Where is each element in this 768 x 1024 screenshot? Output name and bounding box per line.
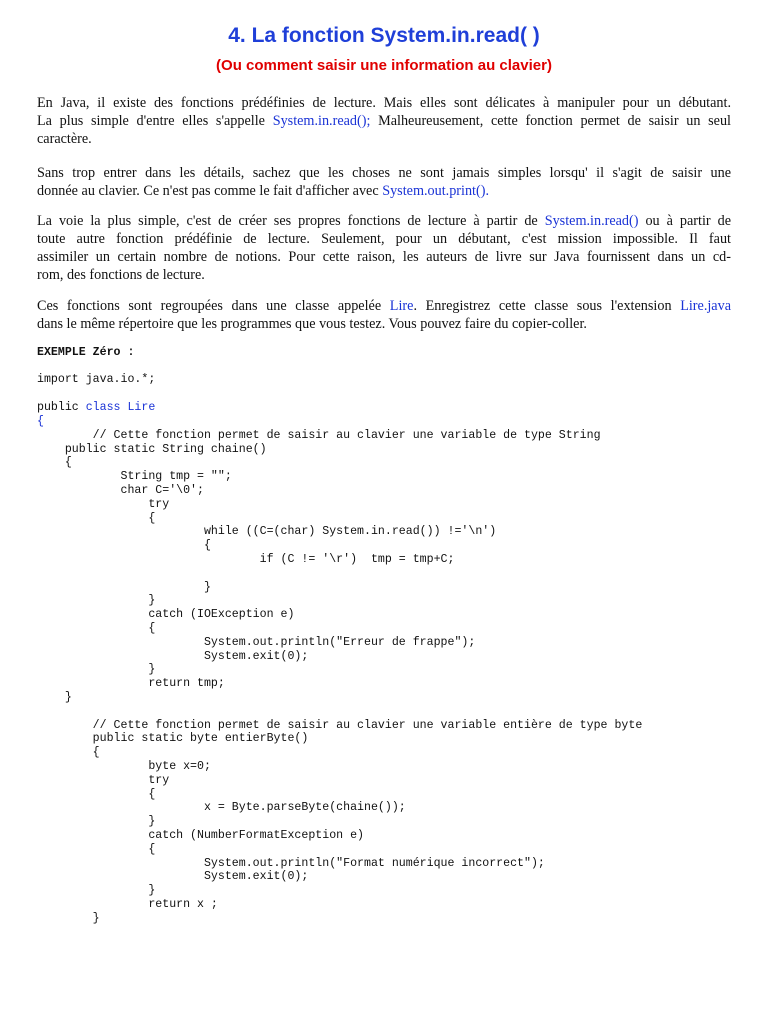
paragraph-line xyxy=(37,212,731,230)
code-line: if (C != '\r') tmp = tmp+C; xyxy=(37,552,455,566)
code-block xyxy=(37,415,737,925)
code-line: try xyxy=(37,497,170,511)
paragraph-details xyxy=(37,164,731,200)
code-line: } xyxy=(37,911,100,925)
page-title: 4. La fonction System.in.read( ) xyxy=(228,24,540,47)
text-run: donnée au clavier. Ce n'est pas comme le fait d'afficher avec xyxy=(37,183,383,199)
text-run: Ces fonctions sont regroupées dans une classe appelée xyxy=(37,298,390,314)
code-line: } xyxy=(37,815,156,829)
code-line xyxy=(37,705,737,719)
text-run: La voie la plus simple, c'est de créer ses propres fonctions de lecture à partir de xyxy=(37,213,545,229)
code-line: return tmp; xyxy=(37,677,225,691)
paragraph-line xyxy=(37,182,731,200)
code-line: // Cette fonction permet de saisir au clavier une variable entière de type byte xyxy=(37,718,643,732)
class-declaration xyxy=(37,401,737,415)
code-line: byte x=0; xyxy=(37,759,211,773)
paragraph-lire-class xyxy=(37,297,731,333)
code-line: // Cette fonction permet de saisir au clavier une variable de type String xyxy=(37,428,601,442)
code-line: System.out.println("Format numérique incorrect"); xyxy=(37,856,545,870)
paragraph-line: toute autre fonction prédéfinie de lecture. Seulement, pour un débutant, c'est mission impossible. Il faut xyxy=(37,231,731,247)
code-line: { xyxy=(37,787,156,801)
code-line: { xyxy=(37,621,156,635)
code-line: catch (NumberFormatException e) xyxy=(37,828,364,842)
text-run: La plus simple d'entre elles s'appelle xyxy=(37,113,273,129)
inline-code-system-in-read: System.in.read(); xyxy=(272,113,371,129)
paragraph-line: En Java, il existe des fonctions prédéfinies de lecture. Mais elles sont délicates à manipuler pour un débutant. xyxy=(37,95,731,111)
code-line: public static byte entierByte() xyxy=(37,732,309,746)
code-line: catch (IOException e) xyxy=(37,608,295,622)
import-line: import java.io.*; xyxy=(37,373,156,386)
paragraph-line: caractère. xyxy=(37,131,92,147)
inline-code-system-out-print: System.out.print(). xyxy=(382,183,489,199)
code-line: String tmp = ""; xyxy=(37,470,232,484)
code-line: } xyxy=(37,663,156,677)
code-line: } xyxy=(37,884,156,898)
code-line: while ((C=(char) System.in.read()) !='\n') xyxy=(37,525,497,539)
code-line: return x ; xyxy=(37,897,218,911)
paragraph-line: assimiler un certain nombre de notions. Pour cette raison, les auteurs de livre sur Java fournissent dans un cd- xyxy=(37,249,731,265)
code-line: } xyxy=(37,690,72,704)
paragraph-intro xyxy=(37,94,731,148)
code-line: { xyxy=(37,511,156,525)
code-line: char C='\0'; xyxy=(37,483,204,497)
code-line: System.out.println("Erreur de frappe"); xyxy=(37,635,476,649)
class-name-lire: Lire xyxy=(389,298,414,314)
example-label xyxy=(37,346,737,360)
text-run: ou à partir de xyxy=(638,213,731,229)
code-line: System.exit(0); xyxy=(37,870,309,884)
code-line: } xyxy=(37,594,156,608)
code-line: x = Byte.parseByte(chaine()); xyxy=(37,801,406,815)
paragraph-line: Sans trop entrer dans les détails, sachez que les choses ne sont jamais simples lorsqu' il s'agit de saisir une xyxy=(37,165,731,181)
code-line: public static String chaine() xyxy=(37,442,267,456)
page-subtitle: (Ou comment saisir une information au clavier) xyxy=(216,57,552,74)
paragraph-line xyxy=(37,112,731,130)
code-line: { xyxy=(37,746,100,760)
code-line: { xyxy=(37,456,72,470)
code-line xyxy=(37,567,737,581)
paragraph-line: rom, des fonctions de lecture. xyxy=(37,267,205,283)
code-line: { xyxy=(37,415,44,428)
code-line: } xyxy=(37,580,211,594)
paragraph-line xyxy=(37,297,731,315)
code-line: System.exit(0); xyxy=(37,649,309,663)
example-label-text: EXEMPLE Zéro : xyxy=(37,346,135,359)
keyword-public: public xyxy=(37,401,86,414)
paragraph-own-functions xyxy=(37,212,731,284)
file-name-lire-java: Lire.java xyxy=(680,298,731,314)
text-run: Malheureusement, cette fonction permet de saisir un seul xyxy=(370,113,731,129)
code-line: { xyxy=(37,539,211,553)
code-line: { xyxy=(37,842,156,856)
class-declaration-name: class Lire xyxy=(85,401,156,414)
text-run: . Enregistrez cette classe sous l'extension xyxy=(413,298,681,314)
code-line: try xyxy=(37,773,170,787)
paragraph-line: dans le même répertoire que les programmes que vous testez. Vous pouvez faire du copier-coller. xyxy=(37,316,587,332)
inline-code-system-in-read: System.in.read() xyxy=(544,213,639,229)
